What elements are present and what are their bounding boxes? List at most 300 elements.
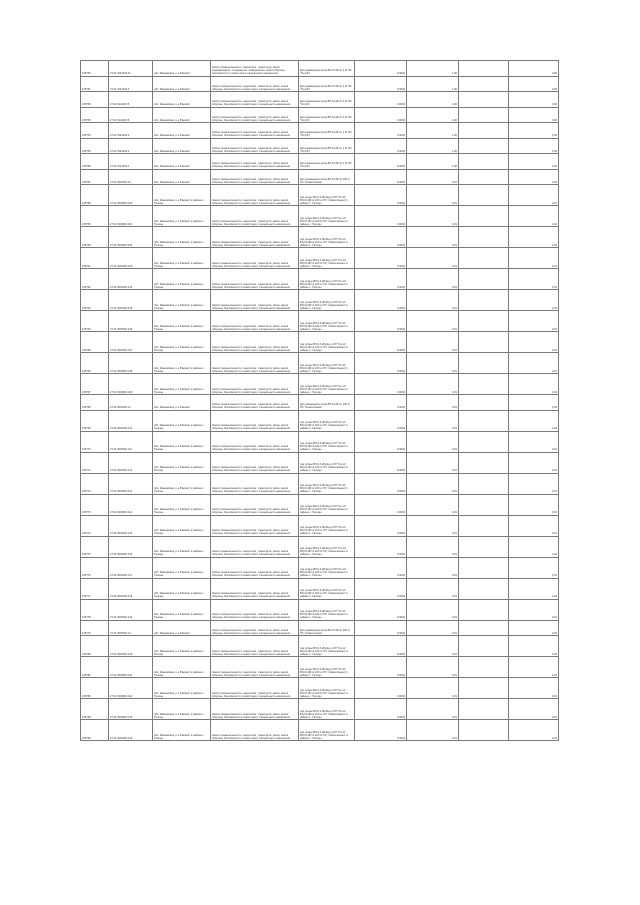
- cadastral-number-cell: 27:21:0112203:5: [109, 92, 153, 108]
- location-cell: обл. Ивановская, р-н Южский, в районе с. Талицы: [153, 431, 211, 452]
- location-cell: обл. Ивановская, р-н Южский, в районе с. Талицы: [153, 699, 211, 720]
- cost-cell: 0,01: [509, 431, 559, 452]
- area-cell: 0,0004: [355, 699, 407, 720]
- row-number-cell: 165773: [81, 494, 109, 515]
- table-row: [81, 332, 559, 353]
- row-number-cell: 165762: [81, 269, 109, 290]
- location-cell: обл. Ивановская, р-н Южский, в районе с. Талицы: [153, 269, 211, 290]
- land-category-cell: Земли промышленности, энергетики, транспорта, связи, земли обороны, безопасности и земли иного специального назначения: [211, 599, 299, 620]
- permitted-use-cell: под опоры ВЛ-0,4 кВ фид.1 КТП № 12 ВЛ-10 кВ № 100 от ПС "Новоклязьма" в районе с. Талицы: [299, 720, 355, 741]
- row-number-cell: 165756: [81, 154, 109, 170]
- table-row: [81, 92, 559, 108]
- permitted-use-cell: под опоры ВЛ-0,4 кВ фид.2 КТП № 10 ВЛ-10 кВ № 100 от ПС "Новоклязьма" в районе с. Талицы: [299, 599, 355, 620]
- empty-cell: [459, 269, 509, 290]
- row-number-cell: 165774: [81, 515, 109, 536]
- table-row: [81, 620, 559, 636]
- location-cell: обл. Ивановская, р-н Южский: [153, 395, 211, 411]
- cost-cell: 0,01: [509, 332, 559, 353]
- land-category-cell: Земли промышленности, энергетики, транспорта, связи, земли обороны, безопасности и земли иного специального назначения: [211, 353, 299, 374]
- land-category-cell: Земли промышленности, энергетики, транспорта, связи, земли обороны, безопасности и земли иного специального назначения: [211, 92, 299, 108]
- location-cell: обл. Ивановская, р-н Южский: [153, 620, 211, 636]
- rate-cell: 0,01: [407, 620, 459, 636]
- empty-cell: [459, 678, 509, 699]
- land-category-cell: Земли промышленности, энергетики, транспорта, связи, земли обороны, безопасности и земли иного специального назначения: [211, 678, 299, 699]
- rate-cell: 0,01: [407, 557, 459, 578]
- cost-cell: 0,03: [509, 620, 559, 636]
- rate-cell: 1,00: [407, 154, 459, 170]
- area-cell: 0,0004: [355, 494, 407, 515]
- land-category-cell: Земли промышленности, энергетики, транспорта, связи, земли обороны, безопасности и земли иного специального назначения: [211, 494, 299, 515]
- empty-cell: [459, 353, 509, 374]
- land-category-cell: Земли промышленности, энергетики, транспорта, связи, земли обороны, безопасности и земли иного специального назначения: [211, 557, 299, 578]
- cadastral-number-cell: 27:21:0000001:109: [109, 374, 153, 395]
- empty-cell: [459, 185, 509, 206]
- land-category-cell: Земли промышленности, энергетики, транспорта, связи, земли обороны, безопасности и земли иного специального назначения: [211, 311, 299, 332]
- permitted-use-cell: под опоры ВЛ-0,4 кВ фид.1 КТП № 12 ВЛ-10 кВ № 100 от ПС "Новоклязьма" в районе с. Талицы: [299, 636, 355, 657]
- empty-cell: [459, 636, 509, 657]
- cadastral-number-cell: 27:21:0112203:2: [109, 138, 153, 154]
- cost-cell: 0,01: [509, 269, 559, 290]
- rate-cell: 0,01: [407, 720, 459, 741]
- cadastral-number-cell: 27:21:0000001:118: [109, 578, 153, 599]
- empty-cell: [459, 227, 509, 248]
- row-number-cell: 165777: [81, 578, 109, 599]
- location-cell: обл. Ивановская, р-н Южский, в районе с. Талицы: [153, 332, 211, 353]
- row-number-cell: 165776: [81, 557, 109, 578]
- cost-cell: 0,06: [509, 107, 559, 123]
- location-cell: обл. Ивановская, р-н Южский: [153, 169, 211, 185]
- cadastral-number-cell: 27:21:0000001:119: [109, 599, 153, 620]
- table-row: [81, 311, 559, 332]
- permitted-use-cell: под опоры ВЛ-0,4 кВ фид.2 КТП № 10 ВЛ-10 кВ № 100 от ПС "Новоклязьма" в районе с. Талицы: [299, 515, 355, 536]
- land-category-cell: Земли промышленности, энергетики, транспорта, связи, земли обороны, безопасности и земли иного специального назначения: [211, 473, 299, 494]
- table-row: [81, 123, 559, 139]
- rate-cell: 0,01: [407, 431, 459, 452]
- permitted-use-cell: под опоры ВЛ-0,4 кВ фид.1 КТП № 12 ВЛ-10 кВ № 100 от ПС "Новоклязьма" в районе с. Талицы: [299, 699, 355, 720]
- land-category-cell: Земли промышленности, энергетики, транспорта, связи, земли обороны, безопасности и земли иного специального назначения: [211, 431, 299, 452]
- permitted-use-cell: Для размещения опор ВЛ-10 кВ № 100 от ПС "Новоклязьма": [299, 620, 355, 636]
- empty-cell: [459, 311, 509, 332]
- cost-cell: 0,01: [509, 557, 559, 578]
- area-cell: 0,0004: [355, 353, 407, 374]
- table-row: [81, 269, 559, 290]
- cadastral-number-cell: 27:21:0000001:114: [109, 494, 153, 515]
- cost-cell: 0,06: [509, 138, 559, 154]
- empty-cell: [459, 374, 509, 395]
- location-cell: обл. Ивановская, р-н Южский, в районе с. Талицы: [153, 578, 211, 599]
- rate-cell: 0,01: [407, 515, 459, 536]
- land-category-cell: Земли промышленности, энергетики, транспорта, связи, земли обороны, безопасности и земли иного специального назначения: [211, 138, 299, 154]
- permitted-use-cell: под опоры ВЛ-0,4 кВ фид.1 КТП № 10 ВЛ-10 кВ № 100 от ПС "Новоклязьма" в районе с. Талицы: [299, 248, 355, 269]
- land-category-cell: Земли промышленности, энергетики, транспорта, связи, земли обороны, безопасности и земли иного специального назначения: [211, 185, 299, 206]
- rate-cell: 0,01: [407, 452, 459, 473]
- cadastral-number-cell: 27:21:0000001:11: [109, 395, 153, 411]
- row-number-cell: 165770: [81, 431, 109, 452]
- area-cell: 0,0004: [355, 473, 407, 494]
- empty-cell: [459, 169, 509, 185]
- empty-cell: [459, 473, 509, 494]
- location-cell: обл. Ивановская, р-н Южский, в районе с. Талицы: [153, 515, 211, 536]
- cadastral-number-cell: 27:21:0000001:102: [109, 227, 153, 248]
- area-cell: 0,0004: [355, 515, 407, 536]
- permitted-use-cell: Для размещения опор ВЛ-10 кВ № 1 (0 ПС "Холуй"): [299, 76, 355, 92]
- cost-cell: 0,01: [509, 678, 559, 699]
- rate-cell: 1,00: [407, 92, 459, 108]
- table-row: [81, 395, 559, 411]
- cost-cell: 0,06: [509, 61, 559, 77]
- cadastral-number-cell: 27:21:0000001:112: [109, 452, 153, 473]
- location-cell: обл. Ивановская, р-н Южский, в районе с. Талицы: [153, 678, 211, 699]
- cost-cell: 0,01: [509, 515, 559, 536]
- row-number-cell: 165763: [81, 290, 109, 311]
- cadastral-number-cell: 27:21:0112203:3: [109, 123, 153, 139]
- row-number-cell: 165778: [81, 599, 109, 620]
- rate-cell: 1,00: [407, 61, 459, 77]
- table-row: [81, 452, 559, 473]
- land-category-cell: Земли промышленности, энергетики, транспорта, связи, земли обороны, безопасности и земли иного специального назначения: [211, 536, 299, 557]
- table-row: [81, 699, 559, 720]
- empty-cell: [459, 138, 509, 154]
- location-cell: обл. Ивановская, р-н Южский, в районе с. Талицы: [153, 311, 211, 332]
- cadastral-number-cell: 27:21:0000001:113: [109, 473, 153, 494]
- area-cell: 0,0004: [355, 636, 407, 657]
- cost-cell: 0,06: [509, 92, 559, 108]
- permitted-use-cell: под опоры ВЛ-0,4 кВ фид.2 КТП № 10 ВЛ-10 кВ № 100 от ПС "Новоклязьма" в районе с. Талицы: [299, 431, 355, 452]
- table-row: [81, 248, 559, 269]
- area-cell: 0,0004: [355, 123, 407, 139]
- empty-cell: [459, 206, 509, 227]
- row-number-cell: 165782: [81, 678, 109, 699]
- cost-cell: 1,62: [509, 410, 559, 431]
- area-cell: 0,0004: [355, 107, 407, 123]
- table-row: [81, 557, 559, 578]
- area-cell: 0,0004: [355, 374, 407, 395]
- location-cell: обл. Ивановская, р-н Южский: [153, 61, 211, 77]
- empty-cell: [459, 332, 509, 353]
- cost-cell: 1,62: [509, 227, 559, 248]
- row-number-cell: 165765: [81, 332, 109, 353]
- location-cell: обл. Ивановская, р-н Южский: [153, 154, 211, 170]
- empty-cell: [459, 290, 509, 311]
- rate-cell: 0,01: [407, 578, 459, 599]
- area-cell: 0,0004: [355, 332, 407, 353]
- cadastral-number-cell: 27:21:0000001:121: [109, 657, 153, 678]
- permitted-use-cell: под опоры ВЛ-0,4 кВ фид.1 КТП № 12 ВЛ-10 кВ № 100 от ПС "Новоклязьма" в районе с. Талицы: [299, 657, 355, 678]
- permitted-use-cell: под опоры ВЛ-0,4 кВ фид.1 КТП № 10 ВЛ-10 кВ № 100 от ПС "Новоклязьма" в районе с. Талицы: [299, 227, 355, 248]
- land-category-cell: Земли промышленности, энергетики, транспорта, связи, земли обороны, безопасности и земли иного специального назначения: [211, 206, 299, 227]
- area-cell: 0,0004: [355, 61, 407, 77]
- permitted-use-cell: под опоры ВЛ-0,4 кВ фид.1 КТП № 12 ВЛ-10 кВ № 100 от ПС "Новоклязьма" в районе с. Талицы: [299, 678, 355, 699]
- rate-cell: 0,01: [407, 311, 459, 332]
- permitted-use-cell: под опоры ВЛ-0,4 кВ фид.1 КТП № 10 ВЛ-10 кВ № 100 от ПС "Новоклязьма" в районе с. Талицы: [299, 185, 355, 206]
- row-number-cell: 165758: [81, 185, 109, 206]
- area-cell: 0,0004: [355, 536, 407, 557]
- land-category-cell: Земли промышленности, энергетики, транспорта, связи, земли обороны, безопасности и земли иного специального назначения: [211, 620, 299, 636]
- land-category-cell: Земли промышленности, энергетики, транспорта, связи, земли обороны, безопасности и земли иного специального назначения: [211, 248, 299, 269]
- permitted-use-cell: под опоры ВЛ-0,4 кВ фид.2 КТП № 10 ВЛ-10 кВ № 100 от ПС "Новоклязьма" в районе с. Талицы: [299, 410, 355, 431]
- empty-cell: [459, 410, 509, 431]
- empty-cell: [459, 494, 509, 515]
- permitted-use-cell: под опоры ВЛ-0,4 кВ фид.2 КТП № 10 ВЛ-10 кВ № 100 от ПС "Новоклязьма" в районе с. Талицы: [299, 536, 355, 557]
- table-row: [81, 154, 559, 170]
- area-cell: 0,0004: [355, 311, 407, 332]
- row-number-cell: 165769: [81, 410, 109, 431]
- area-cell: 0,0004: [355, 431, 407, 452]
- area-cell: 0,0004: [355, 154, 407, 170]
- empty-cell: [459, 720, 509, 741]
- land-category-cell: Земли промышленности, энергетики, транспорта, связи, земли обороны, безопасности и земли иного специального назначения: [211, 269, 299, 290]
- area-cell: 0,0004: [355, 76, 407, 92]
- cost-cell: 0,01: [509, 248, 559, 269]
- area-cell: 0,0004: [355, 452, 407, 473]
- permitted-use-cell: Для размещения опор ВЛ-10 кВ № 1 (0 ПС "Холуй"): [299, 123, 355, 139]
- land-category-cell: Земли промышленности, энергетики, транспорта, связи, земли обороны, безопасности и земли иного специального назначения: [211, 657, 299, 678]
- empty-cell: [459, 578, 509, 599]
- rate-cell: 1,00: [407, 107, 459, 123]
- cost-cell: 1,62: [509, 536, 559, 557]
- location-cell: обл. Ивановская, р-н Южский, в районе с. Талицы: [153, 636, 211, 657]
- table-row: [81, 536, 559, 557]
- area-cell: 0,0004: [355, 206, 407, 227]
- table-row: [81, 599, 559, 620]
- row-number-cell: 165761: [81, 248, 109, 269]
- area-cell: 0,0004: [355, 620, 407, 636]
- location-cell: обл. Ивановская, р-н Южский, в районе с. Талицы: [153, 536, 211, 557]
- cost-cell: 0,03: [509, 395, 559, 411]
- rate-cell: 0,01: [407, 353, 459, 374]
- cadastral-number-cell: 27:21:0000001:120: [109, 636, 153, 657]
- land-category-cell: Земли промышленности, энергетики, транспорта, связи, земли обороны, безопасности и земли иного специального назначения: [211, 76, 299, 92]
- row-number-cell: 165784: [81, 720, 109, 741]
- cadastral-number-cell: 27:21:0000001:124: [109, 720, 153, 741]
- location-cell: обл. Ивановская, р-н Южский, в районе с. Талицы: [153, 290, 211, 311]
- empty-cell: [459, 154, 509, 170]
- empty-cell: [459, 107, 509, 123]
- rate-cell: 0,01: [407, 678, 459, 699]
- location-cell: обл. Ивановская, р-н Южский, в районе с. Талицы: [153, 374, 211, 395]
- row-number-cell: 165757: [81, 169, 109, 185]
- location-cell: обл. Ивановская, р-н Южский: [153, 107, 211, 123]
- land-category-cell: Земли промышленности, энергетики, транспорта, связи, земли обороны, безопасности и земли иного специального назначения: [211, 636, 299, 657]
- cost-cell: 1,62: [509, 578, 559, 599]
- row-number-cell: 165775: [81, 536, 109, 557]
- land-category-cell: Земли промышленности, энергетики, транспорта, связи, земли обороны, безопасности и земли иного специального назначения: [211, 169, 299, 185]
- row-number-cell: 165768: [81, 395, 109, 411]
- row-number-cell: 165750: [81, 61, 109, 77]
- land-category-cell: Земли промышленности, энергетики, транспорта, связи, земли обороны, безопасности и земли иного специального назначения: [211, 332, 299, 353]
- rate-cell: 0,01: [407, 636, 459, 657]
- rate-cell: 0,01: [407, 185, 459, 206]
- rate-cell: 1,00: [407, 123, 459, 139]
- land-category-cell: Земли промышленности, энергетики, транспорта, связи, радиовещания, телевидения, информатики, земли обороны, безопасности и земли иного специального назначения: [211, 61, 299, 77]
- rate-cell: 1,00: [407, 138, 459, 154]
- cadastral-number-cell: 27:21:0000001:108: [109, 353, 153, 374]
- permitted-use-cell: Для размещения опор ВЛ-10 кВ № 1 (0 ПС "Холуй"): [299, 92, 355, 108]
- location-cell: обл. Ивановская, р-н Южский, в районе с. Талицы: [153, 657, 211, 678]
- cadastral-number-cell: 27:21:0000001:103: [109, 248, 153, 269]
- empty-cell: [459, 699, 509, 720]
- table-row: [81, 410, 559, 431]
- cadastral-number-cell: 27:21:0000001:117: [109, 557, 153, 578]
- empty-cell: [459, 536, 509, 557]
- location-cell: обл. Ивановская, р-н Южский, в районе с. Талицы: [153, 227, 211, 248]
- area-cell: 0,0004: [355, 290, 407, 311]
- permitted-use-cell: под опоры ВЛ-0,4 кВ фид.2 КТП № 10 ВЛ-10 кВ № 100 от ПС "Новоклязьма" в районе с. Талицы: [299, 452, 355, 473]
- row-number-cell: 165751: [81, 76, 109, 92]
- rate-cell: 0,01: [407, 248, 459, 269]
- land-category-cell: Земли промышленности, энергетики, транспорта, связи, земли обороны, безопасности и земли иного специального назначения: [211, 395, 299, 411]
- area-cell: 0,0004: [355, 227, 407, 248]
- row-number-cell: 165766: [81, 353, 109, 374]
- permitted-use-cell: Для размещения опор ВЛ-10 кВ № 100 от ПС "Новоклязьма": [299, 395, 355, 411]
- land-category-cell: Земли промышленности, энергетики, транспорта, связи, земли обороны, безопасности и земли иного специального назначения: [211, 154, 299, 170]
- cost-cell: 0,01: [509, 494, 559, 515]
- table-row: [81, 227, 559, 248]
- permitted-use-cell: под опоры ВЛ-0,4 кВ фид.1 КТП № 10 ВЛ-10 кВ № 100 от ПС "Новоклязьма" в районе с. Талицы: [299, 269, 355, 290]
- table-row: [81, 494, 559, 515]
- area-cell: 0,0004: [355, 269, 407, 290]
- land-category-cell: Земли промышленности, энергетики, транспорта, связи, земли обороны, безопасности и земли иного специального назначения: [211, 515, 299, 536]
- table-row: [81, 61, 559, 77]
- empty-cell: [459, 123, 509, 139]
- cost-cell: 0,06: [509, 123, 559, 139]
- empty-cell: [459, 557, 509, 578]
- rate-cell: 0,01: [407, 332, 459, 353]
- cost-cell: 0,03: [509, 169, 559, 185]
- cadastral-number-cell: 27:21:0000001:122: [109, 678, 153, 699]
- rate-cell: 0,01: [407, 227, 459, 248]
- empty-cell: [459, 395, 509, 411]
- land-category-cell: Земли промышленности, энергетики, транспорта, связи, земли обороны, безопасности и земли иного специального назначения: [211, 107, 299, 123]
- cost-cell: 0,06: [509, 76, 559, 92]
- permitted-use-cell: под опоры ВЛ-0,4 кВ фид.2 КТП № 10 ВЛ-10 кВ № 100 от ПС "Новоклязьма" в районе с. Талицы: [299, 557, 355, 578]
- cost-cell: 0,01: [509, 720, 559, 741]
- table-row: [81, 636, 559, 657]
- rate-cell: 0,01: [407, 206, 459, 227]
- cost-cell: 0,01: [509, 599, 559, 620]
- row-number-cell: 165779: [81, 620, 109, 636]
- table-row: [81, 678, 559, 699]
- cadastral-number-cell: 27:21:0000001:123: [109, 699, 153, 720]
- empty-cell: [459, 61, 509, 77]
- permitted-use-cell: под опоры ВЛ-0,4 кВ фид.1 КТП № 10 ВЛ-10 кВ № 100 от ПС "Новоклязьма" в районе с. Талицы: [299, 290, 355, 311]
- row-number-cell: 165754: [81, 123, 109, 139]
- permitted-use-cell: Для размещения опор ВЛ-10 кВ № 100 от ПС "Новоклязьма": [299, 169, 355, 185]
- empty-cell: [459, 515, 509, 536]
- permitted-use-cell: под опоры ВЛ-0,4 кВ фид.1 КТП № 10 ВЛ-10 кВ № 100 от ПС "Новоклязьма" в районе с. Талицы: [299, 311, 355, 332]
- table-row: [81, 107, 559, 123]
- row-number-cell: 165780: [81, 636, 109, 657]
- area-cell: 0,0004: [355, 395, 407, 411]
- rate-cell: 0,01: [407, 657, 459, 678]
- permitted-use-cell: Для размещения опор ВЛ-10 кВ № 1 (0 ПС "Холуй"): [299, 61, 355, 77]
- table-row: [81, 138, 559, 154]
- permitted-use-cell: Для размещения опор ВЛ-10 кВ № 1 (0 ПС "Холуй"): [299, 107, 355, 123]
- empty-cell: [459, 92, 509, 108]
- cost-cell: 0,42: [509, 206, 559, 227]
- land-category-cell: Земли промышленности, энергетики, транспорта, связи, земли обороны, безопасности и земли иного специального назначения: [211, 410, 299, 431]
- permitted-use-cell: под опоры ВЛ-0,4 кВ фид.1 КТП № 10 ВЛ-10 кВ № 100 от ПС "Новоклязьма" в районе с. Талицы: [299, 374, 355, 395]
- land-category-cell: Земли промышленности, энергетики, транспорта, связи, земли обороны, безопасности и земли иного специального назначения: [211, 720, 299, 741]
- cadastral-number-cell: 27:21:0112203:1: [109, 154, 153, 170]
- area-cell: 0,0004: [355, 599, 407, 620]
- row-number-cell: 165759: [81, 206, 109, 227]
- location-cell: обл. Ивановская, р-н Южский, в районе с. Талицы: [153, 494, 211, 515]
- rate-cell: 0,01: [407, 290, 459, 311]
- location-cell: обл. Ивановская, р-н Южский, в районе с. Талицы: [153, 185, 211, 206]
- location-cell: обл. Ивановская, р-н Южский, в районе с. Талицы: [153, 720, 211, 741]
- empty-cell: [459, 599, 509, 620]
- rate-cell: 0,01: [407, 374, 459, 395]
- table-row: [81, 431, 559, 452]
- cadastral-number-cell: 27:21:0000001:106: [109, 311, 153, 332]
- cost-cell: 0,01: [509, 311, 559, 332]
- empty-cell: [459, 657, 509, 678]
- land-category-cell: Земли промышленности, энергетики, транспорта, связи, земли обороны, безопасности и земли иного специального назначения: [211, 699, 299, 720]
- area-cell: 0,0004: [355, 248, 407, 269]
- row-number-cell: 165764: [81, 311, 109, 332]
- area-cell: 0,0004: [355, 578, 407, 599]
- location-cell: обл. Ивановская, р-н Южский, в районе с. Талицы: [153, 473, 211, 494]
- cadastral-number-cell: 27:21:0000001:10: [109, 169, 153, 185]
- cadastral-number-cell: 27:21:0000001:12: [109, 620, 153, 636]
- rate-cell: 0,01: [407, 410, 459, 431]
- location-cell: обл. Ивановская, р-н Южский: [153, 92, 211, 108]
- permitted-use-cell: под опоры ВЛ-0,4 кВ фид.2 КТП № 10 ВЛ-10 кВ № 100 от ПС "Новоклязьма" в районе с. Талицы: [299, 473, 355, 494]
- cadastral-number-cell: 27:21:0000001:100: [109, 185, 153, 206]
- location-cell: обл. Ивановская, р-н Южский: [153, 138, 211, 154]
- area-cell: 0,0004: [355, 169, 407, 185]
- empty-cell: [459, 431, 509, 452]
- location-cell: обл. Ивановская, р-н Южский, в районе с. Талицы: [153, 410, 211, 431]
- land-category-cell: Земли промышленности, энергетики, транспорта, связи, земли обороны, безопасности и земли иного специального назначения: [211, 452, 299, 473]
- location-cell: обл. Ивановская, р-н Южский, в районе с. Талицы: [153, 452, 211, 473]
- rate-cell: 1,00: [407, 76, 459, 92]
- permitted-use-cell: под опоры ВЛ-0,4 кВ фид.2 КТП № 10 ВЛ-10 кВ № 100 от ПС "Новоклязьма" в районе с. Талицы: [299, 494, 355, 515]
- permitted-use-cell: Для размещения опор ВЛ-10 кВ № 1 (0 ПС "Холуй"): [299, 138, 355, 154]
- row-number-cell: 165752: [81, 92, 109, 108]
- area-cell: 0,0004: [355, 92, 407, 108]
- cost-cell: 0,01: [509, 353, 559, 374]
- area-cell: 0,0004: [355, 678, 407, 699]
- row-number-cell: 165781: [81, 657, 109, 678]
- table-row: [81, 473, 559, 494]
- row-number-cell: 165753: [81, 107, 109, 123]
- permitted-use-cell: под опоры ВЛ-0,4 кВ фид.1 КТП № 10 ВЛ-10 кВ № 100 от ПС "Новоклязьма" в районе с. Талицы: [299, 332, 355, 353]
- row-number-cell: 165783: [81, 699, 109, 720]
- cost-cell: 1,62: [509, 374, 559, 395]
- cost-cell: 0,01: [509, 452, 559, 473]
- location-cell: обл. Ивановская, р-н Южский, в районе с. Талицы: [153, 353, 211, 374]
- area-cell: 0,0004: [355, 185, 407, 206]
- cost-cell: 0,42: [509, 636, 559, 657]
- row-number-cell: 165760: [81, 227, 109, 248]
- table-row: [81, 76, 559, 92]
- rate-cell: 0,01: [407, 169, 459, 185]
- table-row: [81, 185, 559, 206]
- table-row: [81, 290, 559, 311]
- table-row: [81, 206, 559, 227]
- rate-cell: 0,01: [407, 494, 459, 515]
- cadastral-number-cell: 27:21:0000001:116: [109, 536, 153, 557]
- cost-cell: 1,62: [509, 657, 559, 678]
- cadastral-number-cell: 27:21:0000001:111: [109, 431, 153, 452]
- table-row: [81, 720, 559, 741]
- rate-cell: 0,01: [407, 473, 459, 494]
- area-cell: 0,0004: [355, 557, 407, 578]
- location-cell: обл. Ивановская, р-н Южский: [153, 76, 211, 92]
- cost-cell: 0,06: [509, 154, 559, 170]
